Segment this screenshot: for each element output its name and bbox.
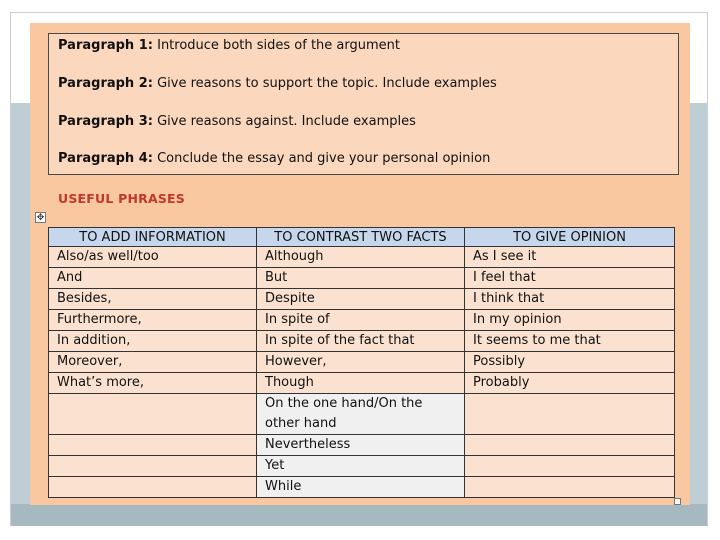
table-cell xyxy=(465,456,675,477)
table-cell: Possibly xyxy=(465,352,675,373)
paragraph-3-label: Paragraph 3: xyxy=(58,114,153,129)
header-give-opinion: TO GIVE OPINION xyxy=(465,228,675,247)
paragraph-1-label: Paragraph 1: xyxy=(58,38,153,53)
table-cell xyxy=(49,435,257,456)
paragraph-1-text: Introduce both sides of the argument xyxy=(157,38,400,53)
table-row xyxy=(49,247,675,268)
table-row xyxy=(49,477,675,498)
table-cell: Despite xyxy=(257,289,465,310)
table-cell: Probably xyxy=(465,373,675,394)
table-cell: While xyxy=(257,477,465,498)
table-cell: Yet xyxy=(257,456,465,477)
table-cell: But xyxy=(257,268,465,289)
paragraph-4-text: Conclude the essay and give your personal opinion xyxy=(157,151,491,166)
table-cell: What’s more, xyxy=(49,373,257,394)
table-cell: However, xyxy=(257,352,465,373)
paragraph-4-label: Paragraph 4: xyxy=(58,151,153,166)
table-cell: In addition, xyxy=(49,331,257,352)
table-cell: In spite of the fact that xyxy=(257,331,465,352)
header-contrast-facts: TO CONTRAST TWO FACTS xyxy=(257,228,465,247)
table-cell xyxy=(49,477,257,498)
slide-footer-band xyxy=(11,504,707,526)
table-row xyxy=(49,268,675,289)
paragraph-2-text: Give reasons to support the topic. Include examples xyxy=(157,76,497,91)
paragraph-4-line xyxy=(58,151,490,166)
paragraph-guide-box xyxy=(48,33,679,175)
table-cell: Also/as well/too xyxy=(49,247,257,268)
table-row xyxy=(49,352,675,373)
table-cell: Although xyxy=(257,247,465,268)
useful-phrases-table xyxy=(48,227,675,498)
table-resize-handle-icon[interactable] xyxy=(674,498,681,505)
table-row xyxy=(49,289,675,310)
table-move-handle-icon[interactable]: ✥ xyxy=(36,213,45,223)
header-add-information: TO ADD INFORMATION xyxy=(49,228,257,247)
table-cell: Though xyxy=(257,373,465,394)
table-cell: In my opinion xyxy=(465,310,675,331)
table-header-row xyxy=(49,228,675,247)
table-cell xyxy=(465,477,675,498)
table-cell: Nevertheless xyxy=(257,435,465,456)
table-cell: Besides, xyxy=(49,289,257,310)
useful-phrases-title: USEFUL PHRASES xyxy=(58,191,185,206)
table-row xyxy=(49,394,675,435)
table-cell: I think that xyxy=(465,289,675,310)
table-row xyxy=(49,456,675,477)
table-cell: Furthermore, xyxy=(49,310,257,331)
table-cell xyxy=(465,394,675,435)
table-row xyxy=(49,310,675,331)
paragraph-2-line xyxy=(58,76,497,91)
table-cell xyxy=(49,394,257,435)
table-cell: I feel that xyxy=(465,268,675,289)
paragraph-3-line xyxy=(58,114,416,129)
table-row xyxy=(49,435,675,456)
table-cell: In spite of xyxy=(257,310,465,331)
paragraph-3-text: Give reasons against. Include examples xyxy=(157,114,416,129)
table-cell: Moreover, xyxy=(49,352,257,373)
table-cell xyxy=(49,456,257,477)
table-cell: And xyxy=(49,268,257,289)
table-cell: As I see it xyxy=(465,247,675,268)
table-cell: It seems to me that xyxy=(465,331,675,352)
table-cell xyxy=(465,435,675,456)
table-row xyxy=(49,373,675,394)
table-row xyxy=(49,331,675,352)
paragraph-2-label: Paragraph 2: xyxy=(58,76,153,91)
table-cell: On the one hand/On the other hand xyxy=(257,394,465,435)
paragraph-1-line xyxy=(58,38,400,53)
